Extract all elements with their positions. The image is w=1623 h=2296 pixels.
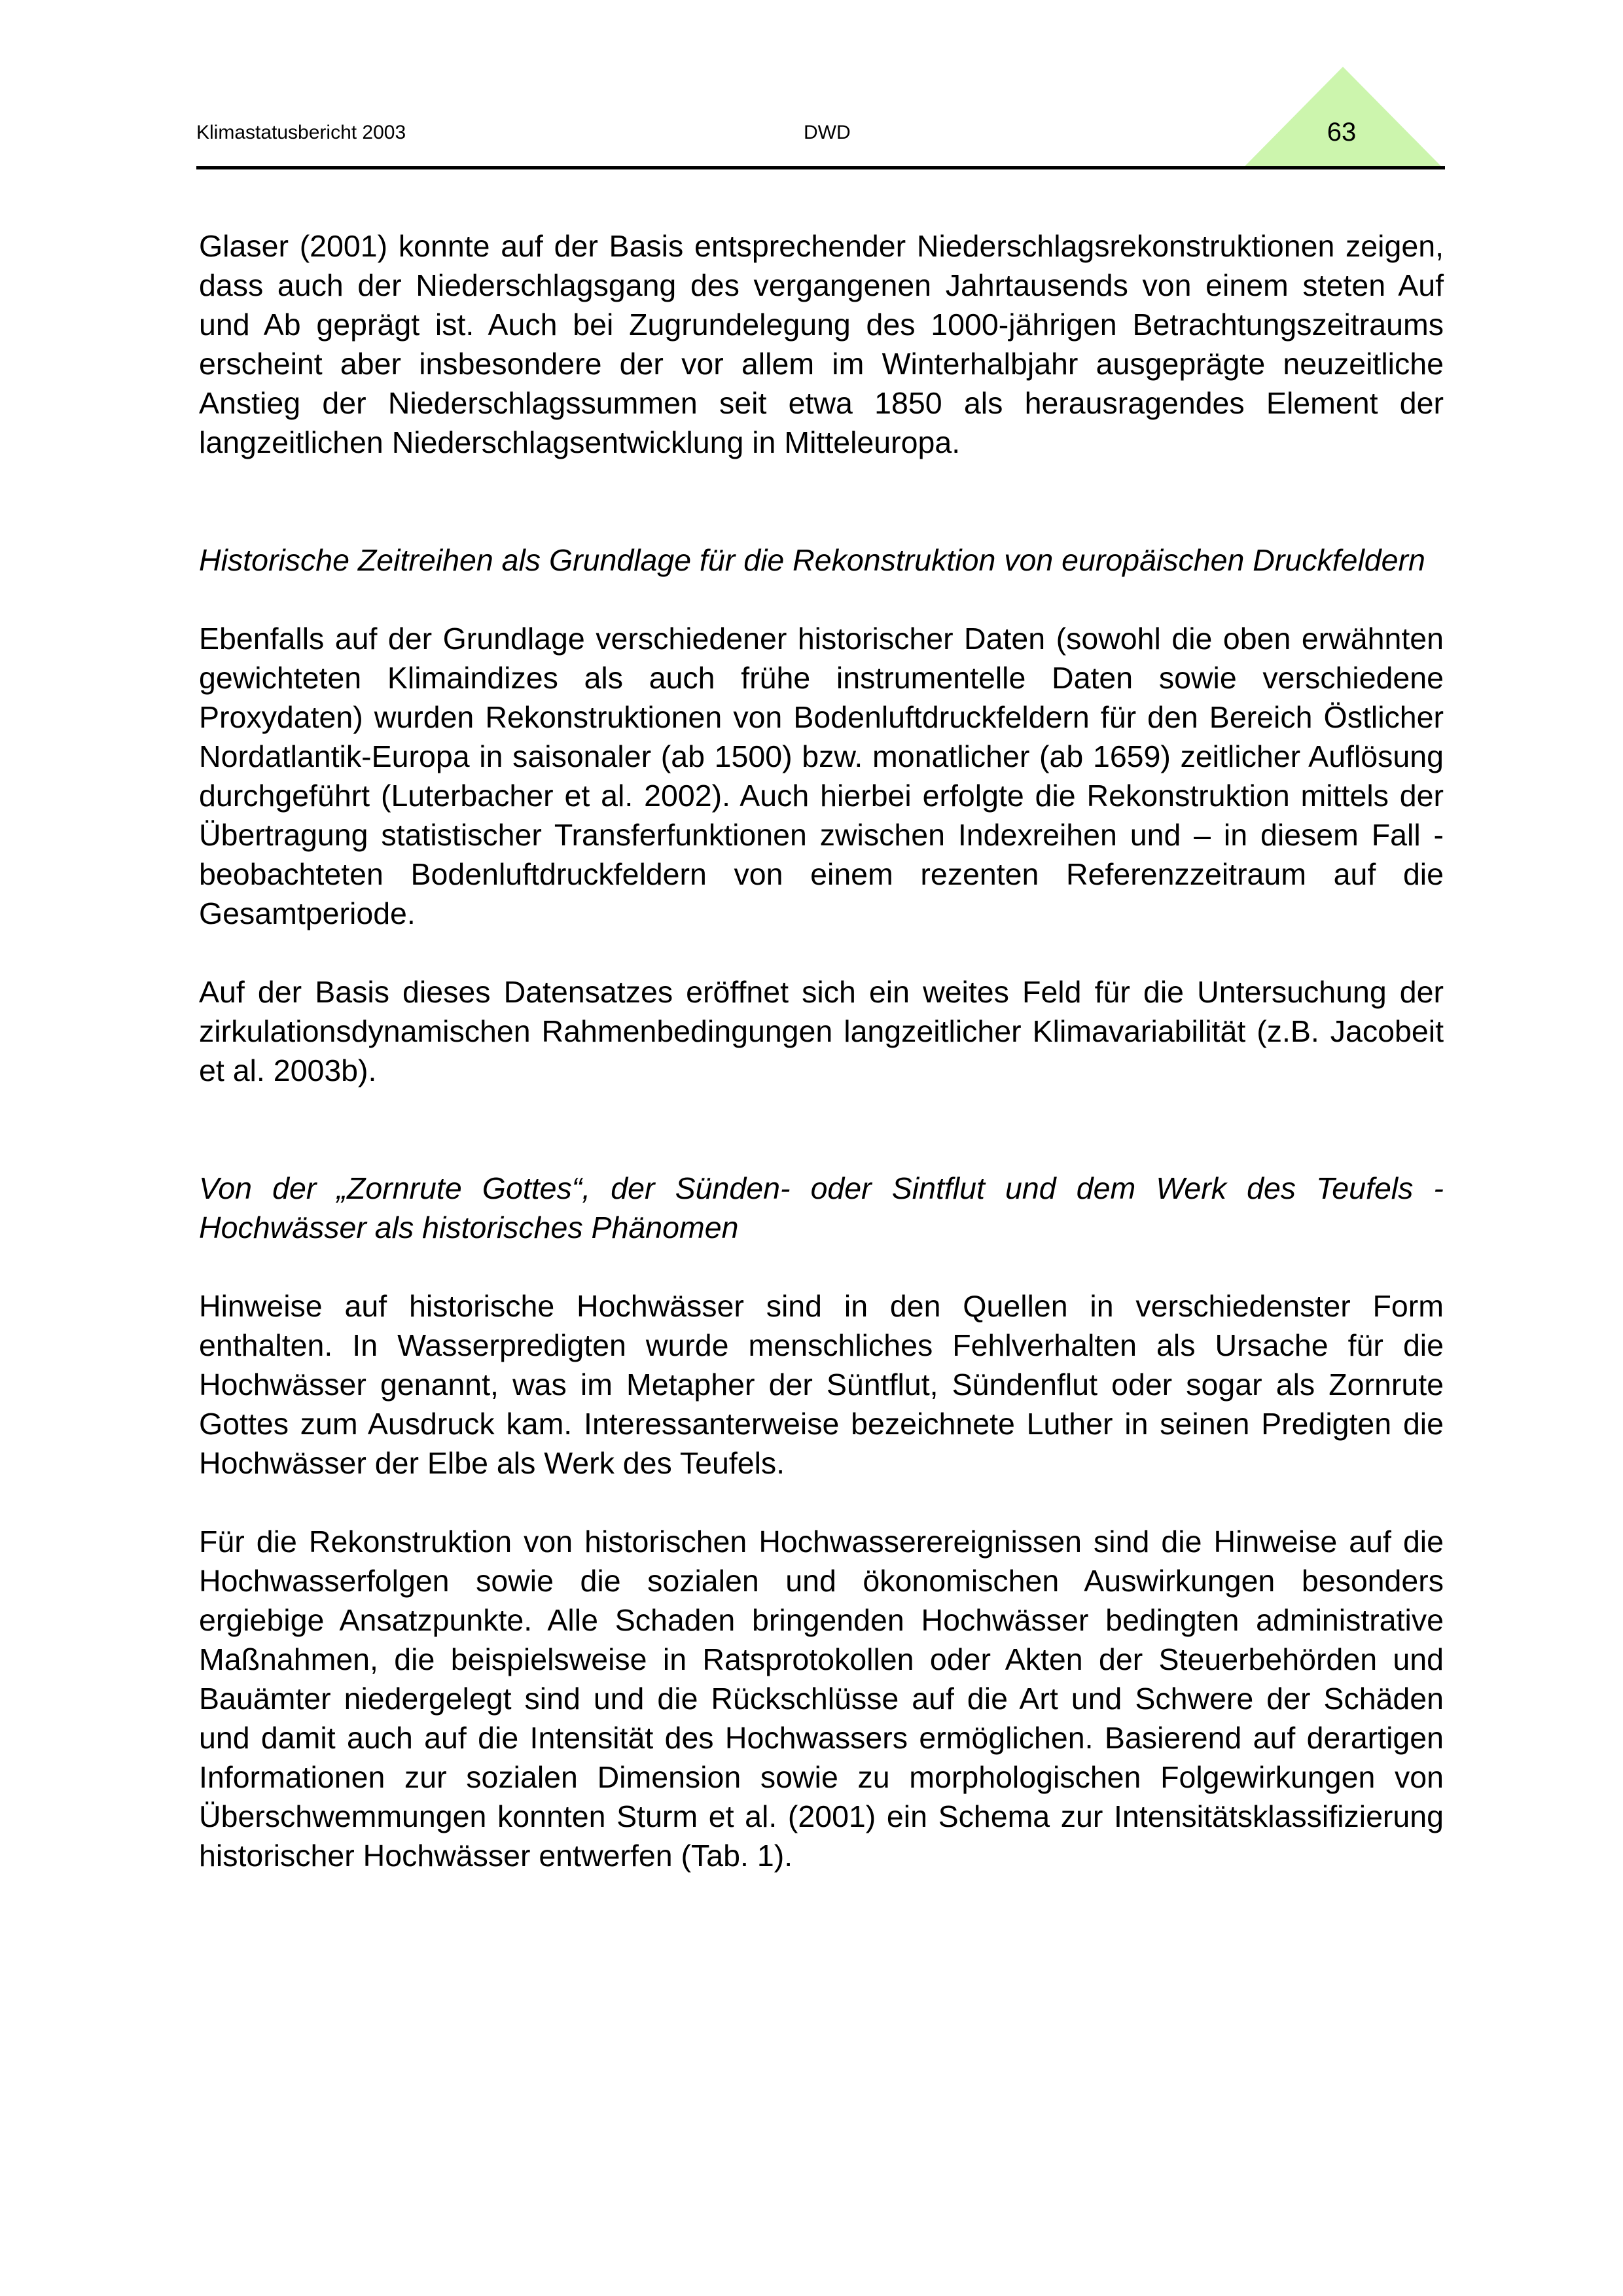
paragraph: Für die Rekonstruktion von historischen Hochwasserereignissen sind die Hinweise auf die Hochwasserfolgen sowie die sozialen und ökonomischen Auswirkungen besonders ergiebige Ansatzpunkte. Alle Schaden bringenden Hochwässer bedingten administrative Maßnahmen, die beispielsweise in Ratsprotokollen oder Akten der Steuerbehörden und Bauämter niedergelegt sind und die Rückschlüsse auf die Art und Schwere der Schäden und damit auch auf die Intensität des Hochwassers ermöglichen. Basierend auf derartigen Informationen zur sozialen Dimension sowie zu morphologischen Folgewirkungen von Überschwemmungen konnten Sturm et al. (2001) ein Schema zur Intensitätsklassifizierung historischer Hochwässer entwerfen (Tab. 1). [199,1525,1444,1873]
header-rule [196,166,1445,169]
section-heading: Von der „Zornrute Gottes“, der Sünden- oder Sintflut und dem Werk des Teufels - Hochwässer als historisches Phänomen [199,1171,1444,1245]
organization-label: DWD [804,122,851,143]
page-header [0,0,1623,177]
report-title: Klimastatusbericht 2003 [196,122,406,143]
page-number: 63 [1327,118,1357,147]
paragraph: Hinweise auf historische Hochwässer sind in den Quellen in verschiedenster Form enthalten. In Wasserpredigten wurde menschliches Fehlverhalten als Ursache für die Hochwässer genannt, was im Metapher der Süntflut, Sündenflut oder sogar als Zornrute Gottes zum Ausdruck kam. Interessanterweise bezeichnete Luther in seinen Predigten die Hochwässer der Elbe als Werk des Teufels. [199,1289,1444,1480]
paragraph: Auf der Basis dieses Datensatzes eröffnet sich ein weites Feld für die Untersuchung der zirkulationsdynamischen Rahmenbedingungen langzeitlicher Klimavariabilität (z.B. Jacobeit et al. 2003b). [199,975,1444,1087]
page-number-triangle [1245,67,1441,166]
document-body [199,226,1444,1875]
paragraph: Glaser (2001) konnte auf der Basis entsprechender Niederschlagsrekonstruktionen zeigen, dass auch der Niederschlagsgang des vergangenen Jahrtausends von einem steten Auf und Ab geprägt ist. Auch bei Zugrundelegung des 1000-jährigen Betrachtungszeitraums erscheint aber insbesondere der vor allem im Winterhalbjahr ausgeprägte neuzeitliche Anstieg der Niederschlagssummen seit etwa 1850 als herausragendes Element der langzeitlichen Niederschlagsentwicklung in Mitteleuropa. [199,229,1444,459]
section-heading: Historische Zeitreihen als Grundlage für die Rekonstruktion von europäischen Druckfeldern [199,543,1425,577]
paragraph: Ebenfalls auf der Grundlage verschiedener historischer Daten (sowohl die oben erwähnten gewichteten Klimaindizes als auch frühe instrumentelle Daten sowie verschiedene Proxydaten) wurden Rekonstruktionen von Bodenluftdruckfeldern für den Bereich Östlicher Nordatlantik-Europa in saisonaler (ab 1500) bzw. monatlicher (ab 1659) zeitlicher Auflösung durchgeführt (Luterbacher et al. 2002). Auch hierbei erfolgte die Rekonstruktion mittels der Übertragung statistischer Transferfunktionen zwischen Indexreihen und – in diesem Fall - beobachteten Bodenluftdruckfeldern von einem rezenten Referenzzeitraum auf die Gesamtperiode. [199,622,1444,930]
